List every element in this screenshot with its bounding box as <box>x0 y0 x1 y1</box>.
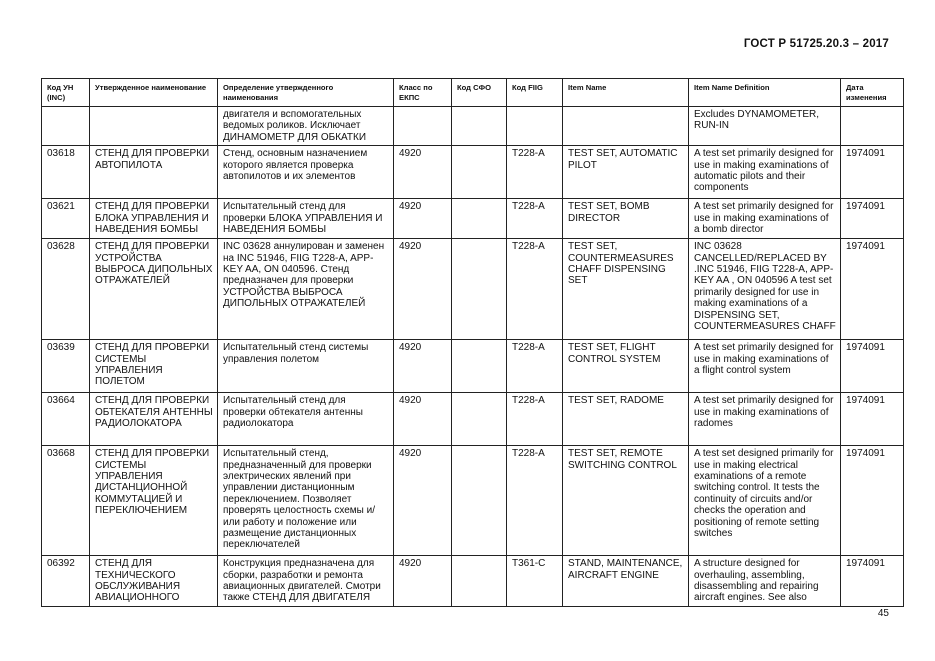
cell-definition-ru: Конструкция предназначена для сборки, разработки и ремонта авиационных двигателей. Смотри также СТЕНД ДЛЯ ДВИГАТЕЛЯ <box>218 556 394 607</box>
col-date: Дата изменения <box>841 79 904 107</box>
cell-sfo <box>452 199 507 239</box>
table-row <box>42 556 904 607</box>
cell-class: 4920 <box>394 340 452 393</box>
cell-name-ru: СТЕНД ДЛЯ ПРОВЕРКИ АВТОПИЛОТА <box>90 146 218 199</box>
col-class: Класс по ЕКПС <box>394 79 452 107</box>
cell-item-definition: INC 03628 CANCELLED/REPLACED BY .INC 51946, FIIG T228-A, APP-KEY AA , ON 040596 A test set primarily designed for use in making examinations of a DISPENSING SET, COUNTERMEASURES CHAFF <box>689 239 841 340</box>
cell-class: 4920 <box>394 146 452 199</box>
cell-item-name: TEST SET, AUTOMATIC PILOT <box>563 146 689 199</box>
page-number: 45 <box>877 608 889 619</box>
table-row <box>42 446 904 556</box>
table-row <box>42 107 904 146</box>
cell-definition-ru: двигателя и вспомогательных ведомых роликов. Исключает ДИНАМОМЕТР ДЛЯ ОБКАТКИ <box>218 107 394 146</box>
cell-item-definition: A test set primarily designed for use in making examinations of a flight control system <box>689 340 841 393</box>
cell-fiig: T228-A <box>507 199 563 239</box>
item-name-table <box>41 78 904 607</box>
cell-fiig: T228-A <box>507 239 563 340</box>
cell-sfo <box>452 340 507 393</box>
cell-sfo <box>452 146 507 199</box>
cell-definition-ru: Стенд, основным назначением которого является проверка автопилотов и их элементов <box>218 146 394 199</box>
cell-sfo <box>452 239 507 340</box>
cell-class: 4920 <box>394 393 452 446</box>
cell-item-name: TEST SET, RADOME <box>563 393 689 446</box>
cell-fiig: T228-A <box>507 446 563 556</box>
cell-item-definition: A structure designed for overhauling, assembling, disassembling and repairing aircraft engines. See also <box>689 556 841 607</box>
cell-date: 1974091 <box>841 446 904 556</box>
cell-date: 1974091 <box>841 239 904 340</box>
cell-name-ru <box>90 107 218 146</box>
cell-sfo <box>452 393 507 446</box>
cell-item-definition: Excludes DYNAMOMETER, RUN-IN <box>689 107 841 146</box>
cell-definition-ru: Испытательный стенд для проверки БЛОКА УПРАВЛЕНИЯ И НАВЕДЕНИЯ БОМБЫ <box>218 199 394 239</box>
cell-fiig <box>507 107 563 146</box>
cell-item-name: TEST SET, BOMB DIRECTOR <box>563 199 689 239</box>
cell-definition-ru: Испытательный стенд, предназначенный для проверки электрических явлений при управлении дистанционным переключением. Позволяет проверять целостность схемы и/или работу и положение или размещение дистанционных переключателей <box>218 446 394 556</box>
table-row <box>42 146 904 199</box>
cell-fiig: T361-C <box>507 556 563 607</box>
cell-item-name: TEST SET, COUNTERMEASURES CHAFF DISPENSING SET <box>563 239 689 340</box>
cell-item-definition: A test set primarily designed for use in making examinations of radomes <box>689 393 841 446</box>
cell-name-ru: СТЕНД ДЛЯ ПРОВЕРКИ СИСТЕМЫ УПРАВЛЕНИЯ ПОЛЕТОМ <box>90 340 218 393</box>
table-row <box>42 199 904 239</box>
cell-name-ru: СТЕНД ДЛЯ ПРОВЕРКИ ОБТЕКАТЕЛЯ АНТЕННЫ РАДИОЛОКАТОРА <box>90 393 218 446</box>
cell-class: 4920 <box>394 446 452 556</box>
cell-class: 4920 <box>394 239 452 340</box>
col-sfo: Код СФО <box>452 79 507 107</box>
cell-item-definition: A test set primarily designed for use in making examinations of automatic pilots and their components <box>689 146 841 199</box>
cell-item-name: TEST SET, REMOTE SWITCHING CONTROL <box>563 446 689 556</box>
cell-fiig: T228-A <box>507 340 563 393</box>
cell-inc: 03664 <box>42 393 90 446</box>
cell-item-name <box>563 107 689 146</box>
cell-definition-ru: Испытательный стенд системы управления полетом <box>218 340 394 393</box>
cell-class: 4920 <box>394 199 452 239</box>
col-inc: Код УН (INC) <box>42 79 90 107</box>
cell-fiig: T228-A <box>507 393 563 446</box>
table-row <box>42 393 904 446</box>
cell-name-ru: СТЕНД ДЛЯ ПРОВЕРКИ УСТРОЙСТВА ВЫБРОСА ДИПОЛЬНЫХ ОТРАЖАТЕЛЕЙ <box>90 239 218 340</box>
cell-date: 1974091 <box>841 393 904 446</box>
cell-inc: 06392 <box>42 556 90 607</box>
col-name-ru: Утвержденное наименование <box>90 79 218 107</box>
document-header: ГОСТ Р 51725.20.3 – 2017 <box>743 38 889 50</box>
cell-inc <box>42 107 90 146</box>
cell-sfo <box>452 446 507 556</box>
cell-definition-ru: INC 03628 аннулирован и заменен на INC 51946, FIIG T228-A, APP-KEY AA, ON 040596. Стенд предназначен для проверки УСТРОЙСТВА ВЫБРОСА ДИПОЛЬНЫХ ОТРАЖАТЕЛЕЙ <box>218 239 394 340</box>
cell-sfo <box>452 556 507 607</box>
cell-inc: 03618 <box>42 146 90 199</box>
cell-date <box>841 107 904 146</box>
cell-name-ru: СТЕНД ДЛЯ ТЕХНИЧЕСКОГО ОБСЛУЖИВАНИЯ АВИАЦИОННОГО <box>90 556 218 607</box>
cell-inc: 03621 <box>42 199 90 239</box>
cell-definition-ru: Испытательный стенд для проверки обтекателя антенны радиолокатора <box>218 393 394 446</box>
cell-item-definition: A test set designed primarily for use in making electrical examinations of a remote switching control. It tests the continuity of circuits and/or checks the operation and positioning of remote setting switches <box>689 446 841 556</box>
cell-inc: 03628 <box>42 239 90 340</box>
cell-fiig: T228-A <box>507 146 563 199</box>
cell-name-ru: СТЕНД ДЛЯ ПРОВЕРКИ БЛОКА УПРАВЛЕНИЯ И НАВЕДЕНИЯ БОМБЫ <box>90 199 218 239</box>
cell-item-definition: A test set primarily designed for use in making examinations of a bomb director <box>689 199 841 239</box>
cell-date: 1974091 <box>841 340 904 393</box>
table-row <box>42 239 904 340</box>
col-definition-ru: Определение утвержденного наименования <box>218 79 394 107</box>
cell-name-ru: СТЕНД ДЛЯ ПРОВЕРКИ СИСТЕМЫ УПРАВЛЕНИЯ ДИСТАНЦИОННОЙ КОММУТАЦИЕЙ И ПЕРЕКЛЮЧЕНИЕМ <box>90 446 218 556</box>
cell-date: 1974091 <box>841 556 904 607</box>
cell-class: 4920 <box>394 556 452 607</box>
cell-class <box>394 107 452 146</box>
cell-inc: 03668 <box>42 446 90 556</box>
cell-date: 1974091 <box>841 146 904 199</box>
col-item-definition: Item Name Definition <box>689 79 841 107</box>
cell-date: 1974091 <box>841 199 904 239</box>
table-header-row <box>42 79 904 107</box>
col-fiig: Код FIIG <box>507 79 563 107</box>
cell-inc: 03639 <box>42 340 90 393</box>
cell-sfo <box>452 107 507 146</box>
cell-item-name: TEST SET, FLIGHT CONTROL SYSTEM <box>563 340 689 393</box>
col-item-name: Item Name <box>563 79 689 107</box>
table-row <box>42 340 904 393</box>
cell-item-name: STAND, MAINTENANCE, AIRCRAFT ENGINE <box>563 556 689 607</box>
